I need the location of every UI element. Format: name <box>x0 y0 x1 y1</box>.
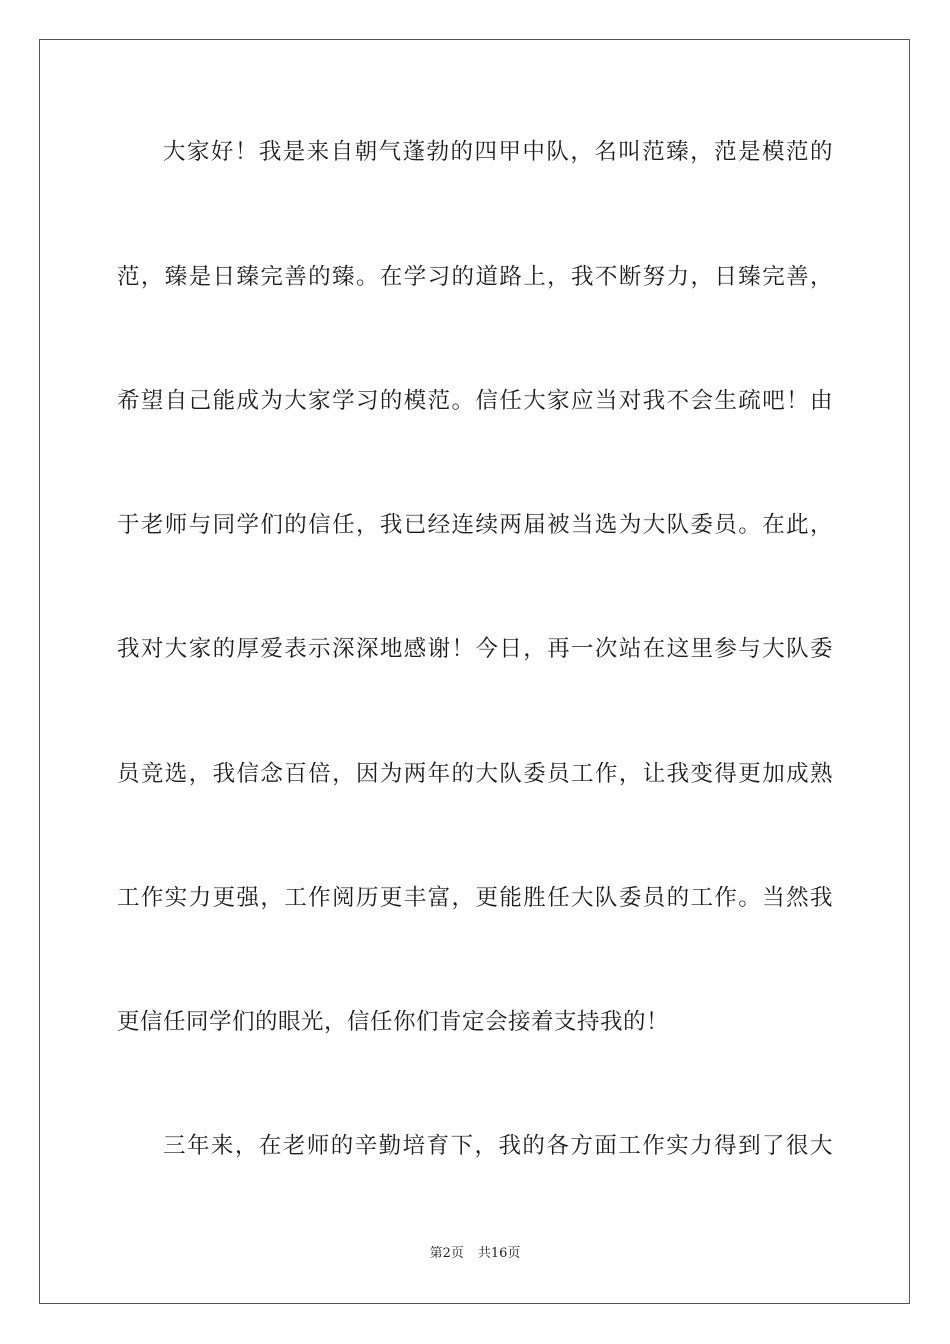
paragraph-line: 工作实力更强，工作阅历更丰富，更能胜任大队委员的工作。当然我 <box>117 885 833 911</box>
paragraph-line: 员竞选，我信念百倍，因为两年的大队委员工作，让我变得更加成熟 <box>117 761 833 787</box>
page-total: 共16页 <box>477 1246 521 1261</box>
paragraph-line: 于老师与同学们的信任，我已经连续两届被当选为大队委员。在此， <box>117 512 833 538</box>
paragraph-line: 我对大家的厚爱表示深深地感谢！今日，再一次站在这里参与大队委 <box>117 636 833 662</box>
page-number: 第2页 <box>429 1246 464 1261</box>
paragraph-line: 希望自己能成为大家学习的模范。信任大家应当对我不会生疏吧！由 <box>117 388 833 414</box>
page-border <box>39 39 910 1304</box>
paragraph-line: 范，臻是日臻完善的臻。在学习的道路上，我不断努力，日臻完善， <box>117 264 833 290</box>
paragraph-line: 更信任同学们的眼光，信任你们肯定会接着支持我的！ <box>117 1009 670 1035</box>
paragraph-line: 三年来，在老师的辛勤培育下，我的各方面工作实力得到了很大 <box>163 1133 833 1159</box>
page-footer <box>0 1245 950 1263</box>
paragraph-line: 大家好！我是来自朝气蓬勃的四甲中队，名叫范臻，范是模范的 <box>163 139 833 165</box>
